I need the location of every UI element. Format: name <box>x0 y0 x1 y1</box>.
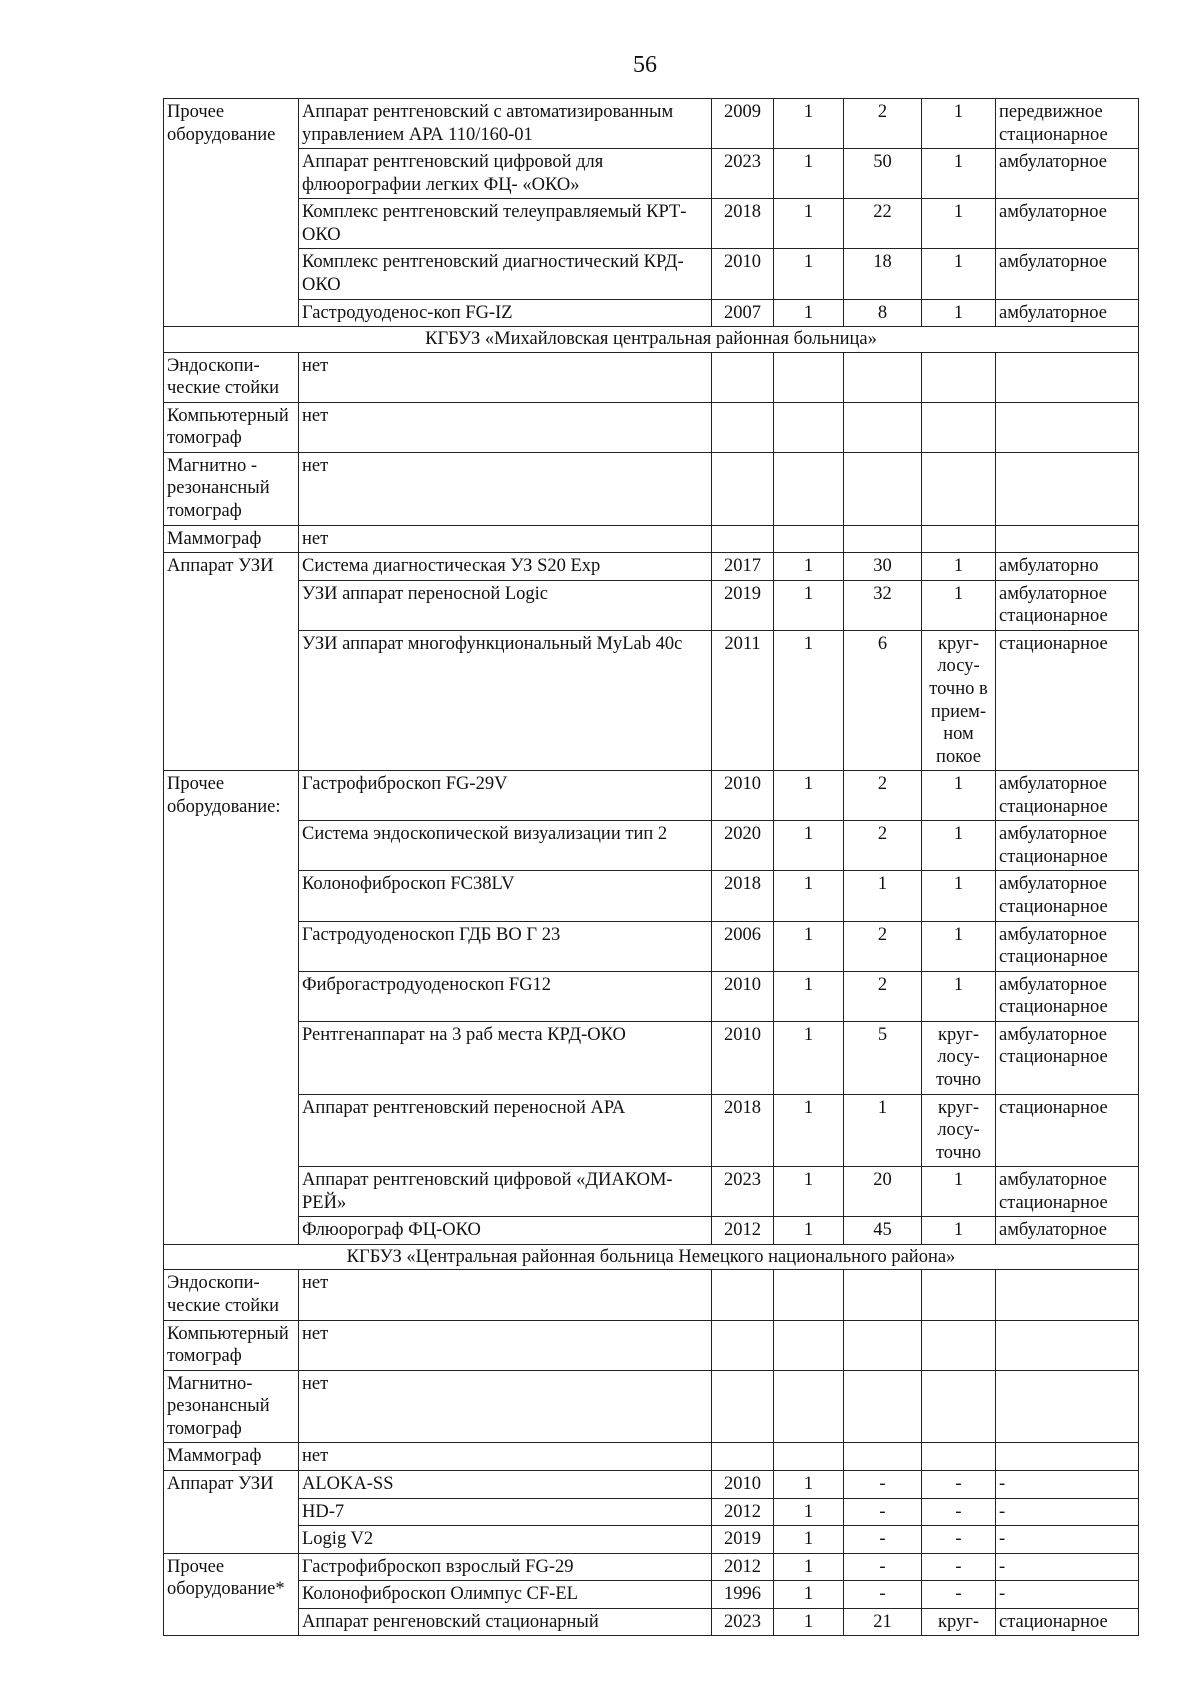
quantity-cell: 1 <box>774 871 844 921</box>
shift-cell: 1 <box>922 1167 996 1217</box>
shift-cell: 1 <box>922 99 996 149</box>
equipment-name-cell: нет <box>299 1370 712 1443</box>
shift-cell <box>922 352 996 402</box>
category-cell: Прочее оборудование <box>164 99 299 327</box>
equipment-name-cell: Logig V2 <box>299 1526 712 1554</box>
shift-cell <box>922 1270 996 1320</box>
table-row <box>164 553 1139 581</box>
quantity-cell: 1 <box>774 553 844 581</box>
year-cell <box>712 402 774 452</box>
department-cell <box>996 1270 1139 1320</box>
shift-cell: - <box>922 1498 996 1526</box>
department-cell: - <box>996 1498 1139 1526</box>
year-cell: 1996 <box>712 1581 774 1609</box>
year-cell: 2023 <box>712 149 774 199</box>
equipment-name-cell: Гастродуоденос-коп FG-IZ <box>299 299 712 327</box>
page-number: 56 <box>633 52 657 78</box>
year-cell: 2011 <box>712 630 774 770</box>
year-cell: 2018 <box>712 199 774 249</box>
year-cell: 2018 <box>712 1094 774 1167</box>
department-cell <box>996 525 1139 553</box>
table-row <box>164 1498 1139 1526</box>
table-row <box>164 525 1139 553</box>
equipment-name-cell: Колонофиброскоп Олимпус CF-EL <box>299 1581 712 1609</box>
department-cell: амбулаторное <box>996 149 1139 199</box>
table-row <box>164 99 1139 149</box>
usage-cell: - <box>844 1470 922 1498</box>
table-row <box>164 971 1139 1021</box>
shift-cell <box>922 1320 996 1370</box>
quantity-cell: 1 <box>774 1608 844 1636</box>
shift-cell: 1 <box>922 1217 996 1245</box>
table-row <box>164 1370 1139 1443</box>
table-row <box>164 1553 1139 1581</box>
usage-cell: 2 <box>844 771 922 821</box>
quantity-cell: 1 <box>774 1581 844 1609</box>
table-row <box>164 871 1139 921</box>
table-row <box>164 1270 1139 1320</box>
quantity-cell: 1 <box>774 99 844 149</box>
shift-cell <box>922 525 996 553</box>
table-row <box>164 771 1139 821</box>
shift-cell: 1 <box>922 971 996 1021</box>
category-cell: Компьютерный томограф <box>164 402 299 452</box>
category-cell: Магнитно - резонансный томограф <box>164 452 299 525</box>
year-cell: 2010 <box>712 249 774 299</box>
department-cell: амбулаторное <box>996 249 1139 299</box>
year-cell: 2019 <box>712 1526 774 1554</box>
equipment-name-cell: Аппарат рентгеновский цифровой «ДИАКОМ-РЕЙ» <box>299 1167 712 1217</box>
shift-cell: 1 <box>922 580 996 630</box>
equipment-name-cell: нет <box>299 1443 712 1471</box>
department-cell: амбулаторное стационарное <box>996 821 1139 871</box>
usage-cell <box>844 1270 922 1320</box>
shift-cell <box>922 452 996 525</box>
table-row <box>164 630 1139 770</box>
shift-cell: круг-лосу-точно <box>922 1094 996 1167</box>
year-cell: 2010 <box>712 1021 774 1094</box>
shift-cell: круг- <box>922 1608 996 1636</box>
usage-cell: - <box>844 1498 922 1526</box>
shift-cell: - <box>922 1581 996 1609</box>
equipment-name-cell: Фиброгастродуоденоскоп FG12 <box>299 971 712 1021</box>
quantity-cell: 1 <box>774 1217 844 1245</box>
department-cell <box>996 452 1139 525</box>
usage-cell: 30 <box>844 553 922 581</box>
table-row <box>164 1167 1139 1217</box>
usage-cell <box>844 452 922 525</box>
shift-cell: 1 <box>922 553 996 581</box>
department-cell: стационарное <box>996 1608 1139 1636</box>
shift-cell: 1 <box>922 771 996 821</box>
quantity-cell <box>774 352 844 402</box>
shift-cell: - <box>922 1526 996 1554</box>
section-header-row <box>164 327 1139 353</box>
table-row <box>164 452 1139 525</box>
department-cell: стационарное <box>996 630 1139 770</box>
equipment-name-cell: Комплекс рентгеновский телеуправляемый КРТ-ОКО <box>299 199 712 249</box>
department-cell: амбулаторное <box>996 299 1139 327</box>
usage-cell <box>844 1370 922 1443</box>
equipment-name-cell: Аппарат ренгеновский стационарный <box>299 1608 712 1636</box>
year-cell: 2012 <box>712 1217 774 1245</box>
category-cell: Маммограф <box>164 1443 299 1471</box>
equipment-name-cell: УЗИ аппарат переносной Logic <box>299 580 712 630</box>
table-row <box>164 1217 1139 1245</box>
year-cell <box>712 525 774 553</box>
quantity-cell: 1 <box>774 1470 844 1498</box>
year-cell <box>712 1320 774 1370</box>
category-cell: Маммограф <box>164 525 299 553</box>
department-cell: амбулаторное стационарное <box>996 971 1139 1021</box>
quantity-cell: 1 <box>774 921 844 971</box>
usage-cell: 20 <box>844 1167 922 1217</box>
table-row <box>164 580 1139 630</box>
year-cell <box>712 1370 774 1443</box>
usage-cell <box>844 402 922 452</box>
department-cell <box>996 1443 1139 1471</box>
quantity-cell: 1 <box>774 771 844 821</box>
equipment-name-cell: нет <box>299 352 712 402</box>
usage-cell: 1 <box>844 1094 922 1167</box>
shift-cell: 1 <box>922 921 996 971</box>
category-cell: Прочее оборудование: <box>164 771 299 1245</box>
shift-cell: 1 <box>922 249 996 299</box>
usage-cell: - <box>844 1526 922 1554</box>
table-row <box>164 149 1139 199</box>
equipment-name-cell: Рентгенаппарат на 3 раб места КРД-ОКО <box>299 1021 712 1094</box>
department-cell: амбулаторное <box>996 1217 1139 1245</box>
department-cell: - <box>996 1553 1139 1581</box>
quantity-cell <box>774 1320 844 1370</box>
quantity-cell: 1 <box>774 249 844 299</box>
usage-cell: 32 <box>844 580 922 630</box>
department-cell: амбулаторное стационарное <box>996 771 1139 821</box>
shift-cell: круг-лосу-точно <box>922 1021 996 1094</box>
table-row <box>164 921 1139 971</box>
equipment-name-cell: Аппарат рентгеновский цифровой для флюорографии легких ФЦ- «ОКО» <box>299 149 712 199</box>
equipment-table <box>163 98 1139 1636</box>
year-cell <box>712 452 774 525</box>
usage-cell <box>844 525 922 553</box>
department-cell: амбулаторное стационарное <box>996 580 1139 630</box>
quantity-cell: 1 <box>774 630 844 770</box>
year-cell: 2020 <box>712 821 774 871</box>
year-cell: 2010 <box>712 771 774 821</box>
equipment-name-cell: Гастродуоденоскоп ГДБ ВО Г 23 <box>299 921 712 971</box>
year-cell <box>712 1443 774 1471</box>
department-cell: амбулаторное стационарное <box>996 1167 1139 1217</box>
department-cell: - <box>996 1581 1139 1609</box>
equipment-name-cell: Комплекс рентгеновский диагностический КРД-ОКО <box>299 249 712 299</box>
usage-cell <box>844 1320 922 1370</box>
table-row <box>164 299 1139 327</box>
year-cell: 2017 <box>712 553 774 581</box>
quantity-cell: 1 <box>774 1526 844 1554</box>
department-cell: амбулаторное стационарное <box>996 871 1139 921</box>
year-cell: 2023 <box>712 1608 774 1636</box>
department-cell: амбулаторное стационарное <box>996 1021 1139 1094</box>
table-row <box>164 352 1139 402</box>
quantity-cell: 1 <box>774 580 844 630</box>
usage-cell: - <box>844 1581 922 1609</box>
shift-cell: 1 <box>922 149 996 199</box>
equipment-name-cell: Гастрофиброскоп взрослый FG-29 <box>299 1553 712 1581</box>
equipment-name-cell: Флюорограф ФЦ-ОКО <box>299 1217 712 1245</box>
usage-cell <box>844 352 922 402</box>
usage-cell: - <box>844 1553 922 1581</box>
shift-cell: круг-лосу-точно в прием-ном покое <box>922 630 996 770</box>
table-row <box>164 1443 1139 1471</box>
usage-cell: 18 <box>844 249 922 299</box>
equipment-name-cell: Гастрофиброскоп FG-29V <box>299 771 712 821</box>
table-row <box>164 1320 1139 1370</box>
shift-cell <box>922 1443 996 1471</box>
year-cell: 2012 <box>712 1498 774 1526</box>
department-cell: амбулаторное стационарное <box>996 921 1139 971</box>
quantity-cell <box>774 402 844 452</box>
shift-cell: 1 <box>922 299 996 327</box>
department-cell <box>996 352 1139 402</box>
table-row <box>164 199 1139 249</box>
table-row <box>164 1608 1139 1636</box>
equipment-name-cell: Аппарат рентгеновский переносной АРА <box>299 1094 712 1167</box>
usage-cell: 2 <box>844 971 922 1021</box>
table-row <box>164 1581 1139 1609</box>
quantity-cell: 1 <box>774 299 844 327</box>
table-row <box>164 1526 1139 1554</box>
department-cell: амбулаторное <box>996 199 1139 249</box>
year-cell: 2018 <box>712 871 774 921</box>
quantity-cell: 1 <box>774 149 844 199</box>
department-cell <box>996 1370 1139 1443</box>
table-row <box>164 1094 1139 1167</box>
year-cell <box>712 1270 774 1320</box>
department-cell: - <box>996 1526 1139 1554</box>
year-cell: 2010 <box>712 1470 774 1498</box>
department-cell: передвижное стационарное <box>996 99 1139 149</box>
quantity-cell: 1 <box>774 1553 844 1581</box>
year-cell: 2023 <box>712 1167 774 1217</box>
shift-cell <box>922 402 996 452</box>
quantity-cell: 1 <box>774 971 844 1021</box>
usage-cell: 22 <box>844 199 922 249</box>
category-cell: Магнитно-резонансный томограф <box>164 1370 299 1443</box>
table-row <box>164 821 1139 871</box>
year-cell: 2012 <box>712 1553 774 1581</box>
shift-cell <box>922 1370 996 1443</box>
section-title: КГБУЗ «Михайловская центральная районная больница» <box>164 327 1139 353</box>
category-cell: Эндоскопи-ческие стойки <box>164 1270 299 1320</box>
section-title: КГБУЗ «Центральная районная больница Немецкого национального района» <box>164 1244 1139 1270</box>
quantity-cell: 1 <box>774 1498 844 1526</box>
usage-cell: 45 <box>844 1217 922 1245</box>
quantity-cell <box>774 1443 844 1471</box>
table-row <box>164 1021 1139 1094</box>
equipment-name-cell: Аппарат рентгеновский с автоматизированным управлением АРА 110/160-01 <box>299 99 712 149</box>
shift-cell: 1 <box>922 199 996 249</box>
department-cell <box>996 402 1139 452</box>
usage-cell: 2 <box>844 821 922 871</box>
equipment-name-cell: УЗИ аппарат многофункциональный MyLab 40c <box>299 630 712 770</box>
category-cell: Аппарат УЗИ <box>164 1470 299 1553</box>
equipment-name-cell: нет <box>299 1270 712 1320</box>
quantity-cell: 1 <box>774 1021 844 1094</box>
department-cell: - <box>996 1470 1139 1498</box>
category-cell: Аппарат УЗИ <box>164 553 299 771</box>
equipment-name-cell: Система эндоскопической визуализации тип 2 <box>299 821 712 871</box>
table-row <box>164 249 1139 299</box>
equipment-name-cell: нет <box>299 402 712 452</box>
usage-cell: 2 <box>844 921 922 971</box>
quantity-cell <box>774 525 844 553</box>
year-cell: 2007 <box>712 299 774 327</box>
equipment-name-cell: HD-7 <box>299 1498 712 1526</box>
quantity-cell: 1 <box>774 821 844 871</box>
quantity-cell <box>774 1370 844 1443</box>
year-cell <box>712 352 774 402</box>
usage-cell: 2 <box>844 99 922 149</box>
section-header-row <box>164 1244 1139 1270</box>
department-cell: стационарное <box>996 1094 1139 1167</box>
quantity-cell <box>774 1270 844 1320</box>
quantity-cell <box>774 452 844 525</box>
usage-cell: 50 <box>844 149 922 199</box>
shift-cell: - <box>922 1470 996 1498</box>
year-cell: 2019 <box>712 580 774 630</box>
usage-cell: 21 <box>844 1608 922 1636</box>
year-cell: 2006 <box>712 921 774 971</box>
department-cell <box>996 1320 1139 1370</box>
equipment-name-cell: Колонофиброскоп FC38LV <box>299 871 712 921</box>
equipment-name-cell: ALOKA-SS <box>299 1470 712 1498</box>
equipment-name-cell: Система диагностическая УЗ S20 Exp <box>299 553 712 581</box>
shift-cell: 1 <box>922 871 996 921</box>
category-cell: Прочее оборудование* <box>164 1553 299 1636</box>
equipment-name-cell: нет <box>299 452 712 525</box>
quantity-cell: 1 <box>774 199 844 249</box>
equipment-name-cell: нет <box>299 1320 712 1370</box>
year-cell: 2010 <box>712 971 774 1021</box>
table-row <box>164 402 1139 452</box>
department-cell: амбулаторно <box>996 553 1139 581</box>
shift-cell: 1 <box>922 821 996 871</box>
usage-cell: 5 <box>844 1021 922 1094</box>
usage-cell <box>844 1443 922 1471</box>
usage-cell: 1 <box>844 871 922 921</box>
quantity-cell: 1 <box>774 1094 844 1167</box>
category-cell: Компьютерный томограф <box>164 1320 299 1370</box>
shift-cell: - <box>922 1553 996 1581</box>
year-cell: 2009 <box>712 99 774 149</box>
category-cell: Эндоскопи-ческие стойки <box>164 352 299 402</box>
usage-cell: 6 <box>844 630 922 770</box>
quantity-cell: 1 <box>774 1167 844 1217</box>
usage-cell: 8 <box>844 299 922 327</box>
equipment-name-cell: нет <box>299 525 712 553</box>
table-row <box>164 1470 1139 1498</box>
